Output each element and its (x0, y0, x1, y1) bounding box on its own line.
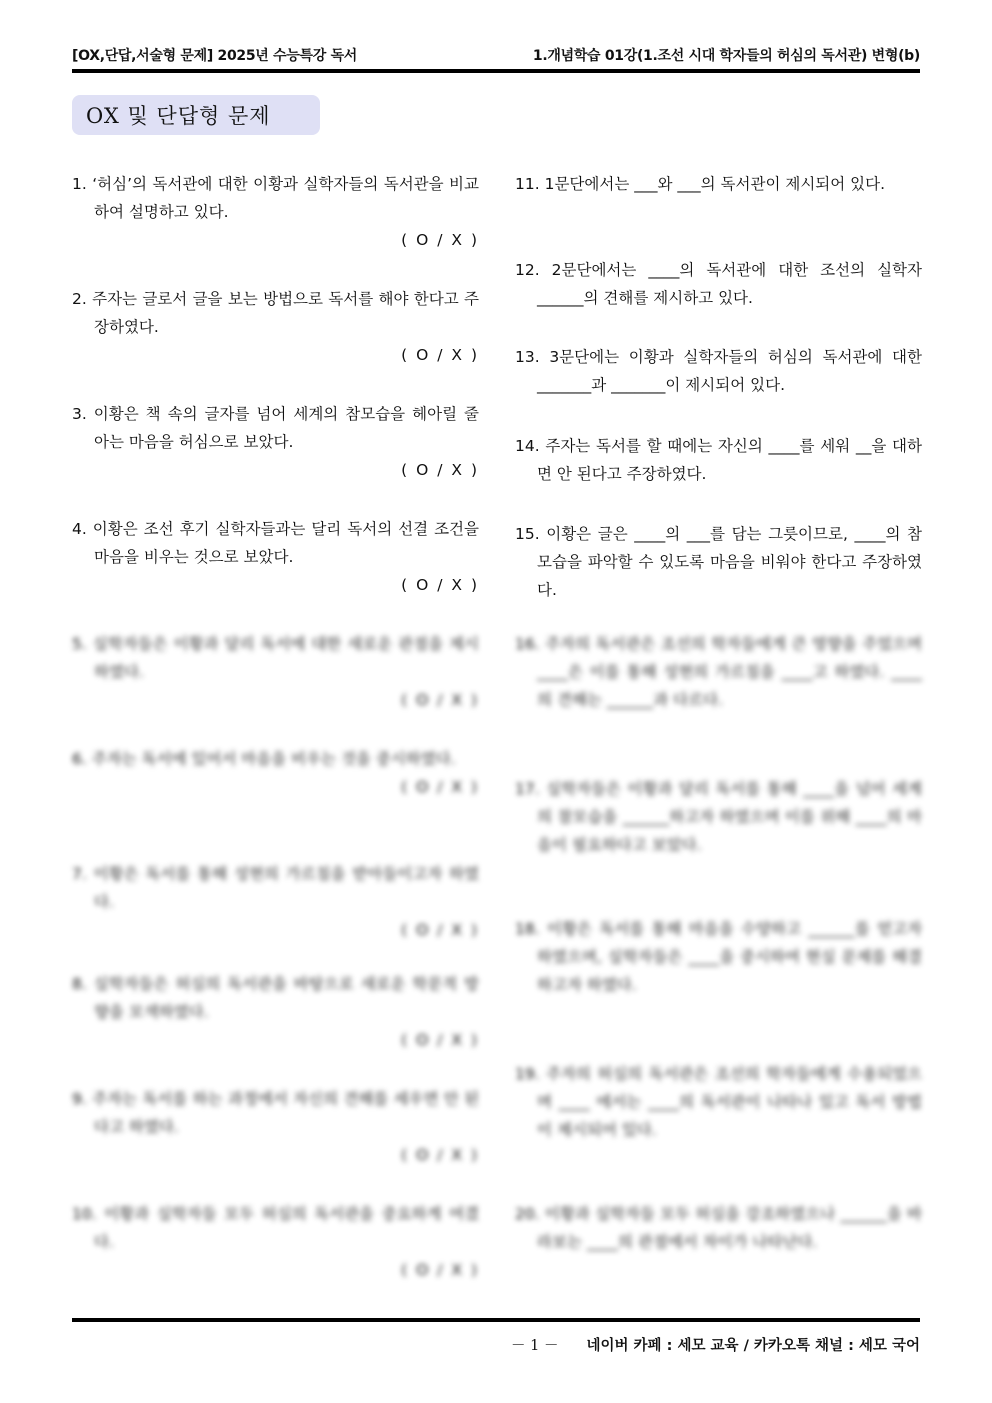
section-title-text: OX 및 단답형 문제 (86, 104, 271, 128)
footer-credit: 네이버 카페 : 세모 교육 / 카카오톡 채널 : 세모 국어 (586, 1338, 920, 1354)
ox-mark: ( O / X ) (401, 921, 479, 939)
question-item (515, 1060, 922, 1144)
question-text: 2. 주자는 글로서 글을 보는 방법으로 독서를 해야 한다고 주장하였다. (72, 290, 479, 336)
question-item (72, 1200, 479, 1284)
header-divider (72, 69, 920, 73)
question-text: 8. 실학자들은 허심의 독서관을 바탕으로 새로운 학문적 방향을 모색하였다. (72, 975, 479, 1021)
header-left-title: [OX,단답,서술형 문제] 2025년 수능특강 독서 (72, 48, 358, 64)
ox-mark: ( O / X ) (401, 231, 479, 249)
question-text: 17. 실학자들은 이황과 달리 독서를 통해 ____을 넘어 세계의 참모습을 ______하고자 하였으며 이를 위해 ____의 마음이 필요하다고 보았다. (515, 780, 922, 854)
question-item (515, 630, 922, 714)
section-title (72, 95, 320, 135)
ox-mark: ( O / X ) (401, 576, 479, 594)
question-item (72, 285, 479, 369)
question-item (72, 400, 479, 484)
question-item (72, 515, 479, 599)
ox-mark: ( O / X ) (401, 778, 479, 796)
question-item (515, 1200, 922, 1256)
question-item (72, 1085, 479, 1169)
question-item (515, 520, 922, 604)
question-item (72, 970, 479, 1054)
ox-mark: ( O / X ) (401, 691, 479, 709)
question-text: 7. 이황은 독서를 통해 성현의 가르침을 받아들이고자 하였다. (72, 865, 479, 911)
page-header (72, 40, 920, 70)
question-text: 9. 주자는 독서를 하는 과정에서 자신의 견해를 세우면 안 된다고 하였다. (72, 1090, 479, 1136)
footer-divider (72, 1318, 920, 1322)
ox-mark: ( O / X ) (401, 1261, 479, 1279)
page-number: － 1 － (511, 1338, 559, 1354)
question-text: 1. ‘허심’의 독서관에 대한 이황과 실학자들의 독서관을 비교하여 설명하고 있다. (72, 175, 479, 221)
question-item (515, 915, 922, 999)
question-item (515, 170, 922, 198)
question-text: 3. 이황은 책 속의 글자를 넘어 세계의 참모습을 헤아릴 줄 아는 마음을 허심으로 보았다. (72, 405, 479, 451)
question-item (515, 343, 922, 399)
question-text: 5. 실학자들은 이황과 달리 독서에 대한 새로운 관점을 제시하였다. (72, 635, 479, 681)
question-text: 16. 주자의 독서관은 조선의 학자들에게 큰 영향을 주었으며 ____은 이를 통해 성현의 가르침을 ____고 하였다. ____의 견해는 ______과 다르다. (515, 635, 922, 709)
question-text: 14. 주자는 독서를 할 때에는 자신의 ____를 세워 __을 대하면 안 된다고 주장하였다. (515, 437, 922, 483)
question-text: 11. 1문단에서는 ___와 ___의 독서관이 제시되어 있다. (515, 175, 886, 193)
question-text: 15. 이황은 글은 ____의 ___를 담는 그릇이므로, ____의 참모습을 파악할 수 있도록 마음을 비워야 한다고 주장하였다. (515, 525, 922, 599)
question-text: 13. 3문단에는 이황과 실학자들의 허심의 독서관에 대한 _______과 _______이 제시되어 있다. (515, 348, 922, 394)
question-text: 19. 주자의 허심의 독서관은 조선의 학자들에게 수용되었으며 ____ 에서는 ____의 독서관이 나타나 있고 독서 방법이 제시되어 있다. (515, 1065, 922, 1139)
question-text: 20. 이황과 실학자들 모두 허심을 강조하였으나 ______을 바라보는 ____의 관점에서 차이가 나타난다. (515, 1205, 922, 1251)
question-item (515, 256, 922, 312)
question-text: 10. 이황과 실학자들 모두 허심의 독서관을 중요하게 여겼다. (72, 1205, 479, 1251)
question-text: 12. 2문단에서는 ____의 독서관에 대한 조선의 실학자 ______의 견해를 제시하고 있다. (515, 261, 922, 307)
question-item (72, 860, 479, 944)
question-item (72, 745, 479, 801)
header-right-title: 1.개념학습 01강(1.조선 시대 학자들의 허심의 독서관) 변형(b) (532, 48, 920, 64)
ox-mark: ( O / X ) (401, 1146, 479, 1164)
question-item (515, 432, 922, 488)
page-footer (511, 1334, 920, 1355)
ox-mark: ( O / X ) (401, 346, 479, 364)
question-item (72, 630, 479, 714)
question-text: 18. 이황은 독서를 통해 마음을 수양하고 ______를 얻고자 하였으며, 실학자들은 ____을 중시하여 현실 문제를 해결하고자 하였다. (515, 920, 922, 994)
ox-mark: ( O / X ) (401, 1031, 479, 1049)
question-item (515, 775, 922, 859)
question-text: 4. 이황은 조선 후기 실학자들과는 달리 독서의 선결 조건을 마음을 비우는 것으로 보았다. (72, 520, 479, 566)
question-text: 6. 주자는 독서에 있어서 마음을 비우는 것을 중시하였다. (72, 750, 456, 768)
question-item (72, 170, 479, 254)
ox-mark: ( O / X ) (401, 461, 479, 479)
